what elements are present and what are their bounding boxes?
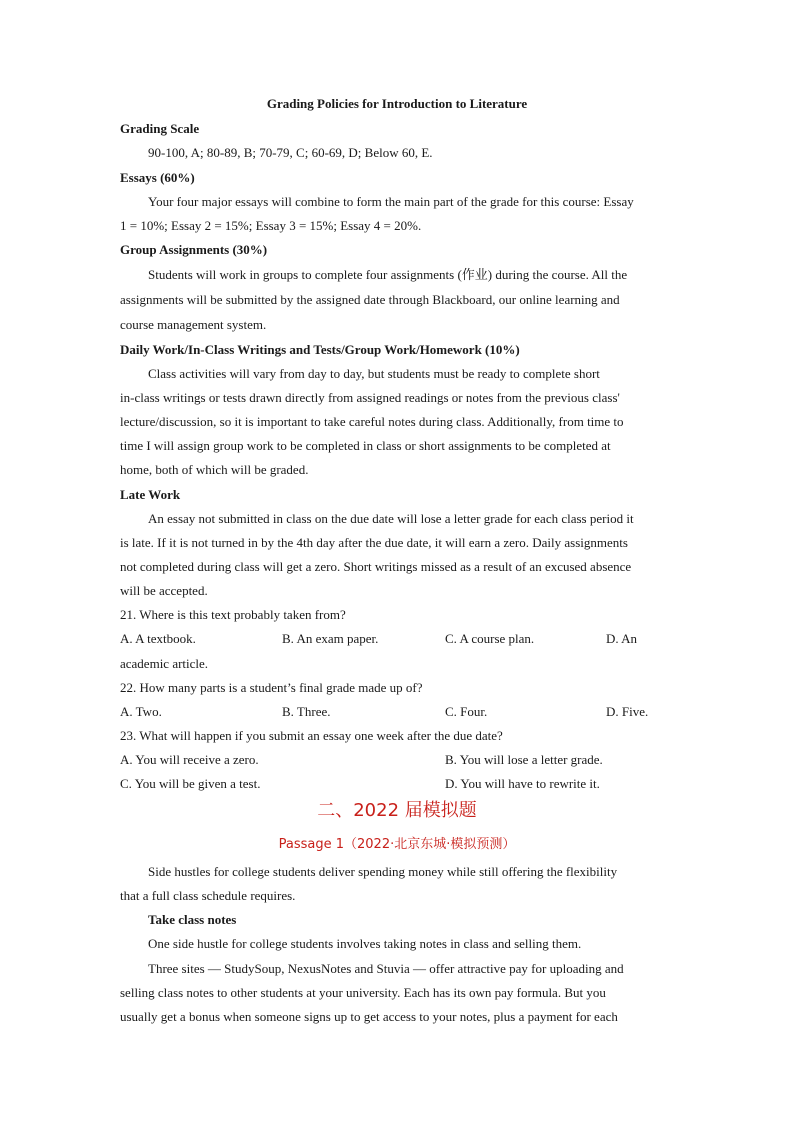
question-option: B. An exam paper. <box>282 631 379 646</box>
daily-work-heading: Daily Work/In-Class Writings and Tests/Group Work/Homework (10%) <box>120 342 520 357</box>
question-option: B. You will lose a letter grade. <box>445 752 603 767</box>
daily-line: home, both of which will be graded. <box>120 462 309 477</box>
question-option-continuation: academic article. <box>120 656 209 671</box>
group-assignments-heading: Group Assignments (30%) <box>120 242 268 257</box>
question-option: C. A course plan. <box>445 631 535 646</box>
essays-line: 1 = 10%; Essay 2 = 15%; Essay 3 = 15%; Essay 4 = 20%. <box>120 218 422 233</box>
question-option: C. You will be given a test. <box>120 776 261 791</box>
passage-title: Passage 1（2022·北京东城·模拟预测） <box>278 837 516 852</box>
question-option: A. A textbook. <box>120 631 196 646</box>
question-stem: 23. What will happen if you submit an essay one week after the due date? <box>120 728 503 743</box>
grading-scale-heading: Grading Scale <box>120 121 200 136</box>
passage-line: that a full class schedule requires. <box>120 888 296 903</box>
daily-line: time I will assign group work to be completed in class or short assignments to be completed at <box>120 438 611 453</box>
group-line: assignments will be submitted by the assigned date through Blackboard, our online learning and <box>120 292 620 307</box>
group-line: Students will work in groups to complete four assignments (作业) during the course. All the <box>148 267 628 282</box>
essays-line: Your four major essays will combine to form the main part of the grade for this course: Essay <box>148 194 634 209</box>
daily-line: in-class writings or tests drawn directly from assigned readings or notes from the previous class' <box>120 390 620 405</box>
question-stem: 21. Where is this text probably taken from? <box>120 607 346 622</box>
daily-line: Class activities will vary from day to day, but students must be ready to complete short <box>148 366 600 381</box>
group-line: course management system. <box>120 317 267 332</box>
document-title: Grading Policies for Introduction to Literature <box>266 96 528 111</box>
late-line: will be accepted. <box>120 583 208 598</box>
passage-line: One side hustle for college students involves taking notes in class and selling them. <box>148 936 582 951</box>
passage-line: Three sites — StudySoup, NexusNotes and Stuvia — offer attractive pay for uploading and <box>148 961 624 976</box>
question-stem: 22. How many parts is a student’s final grade made up of? <box>120 680 423 695</box>
late-line: not completed during class will get a zero. Short writings missed as a result of an excused absence <box>120 559 632 574</box>
daily-line: lecture/discussion, so it is important to take careful notes during class. Additionally, from time to <box>120 414 624 429</box>
passage-subheading: Take class notes <box>148 912 237 927</box>
grading-scale-text: 90-100, A; 80-89, B; 70-79, C; 60-69, D; Below 60, E. <box>148 145 433 160</box>
section-heading: 二、2022 届模拟题 <box>317 800 477 821</box>
question-option: D. You will have to rewrite it. <box>445 776 600 791</box>
late-line: An essay not submitted in class on the due date will lose a letter grade for each class period it <box>148 511 634 526</box>
question-option: D. Five. <box>606 704 649 719</box>
question-option: B. Three. <box>282 704 331 719</box>
question-option: C. Four. <box>445 704 488 719</box>
question-option: A. You will receive a zero. <box>120 752 259 767</box>
passage-line: selling class notes to other students at your university. Each has its own pay formula. But you <box>120 985 606 1000</box>
late-line: is late. If it is not turned in by the 4th day after the due date, it will earn a zero. Daily assignments <box>120 535 628 550</box>
question-option: D. An <box>606 631 638 646</box>
essays-heading: Essays (60%) <box>120 170 195 185</box>
question-option: A. Two. <box>120 704 162 719</box>
passage-line: Side hustles for college students deliver spending money while still offering the flexibility <box>148 864 618 879</box>
passage-line: usually get a bonus when someone signs up to get access to your notes, plus a payment for each <box>120 1009 618 1024</box>
late-work-heading: Late Work <box>120 487 181 502</box>
